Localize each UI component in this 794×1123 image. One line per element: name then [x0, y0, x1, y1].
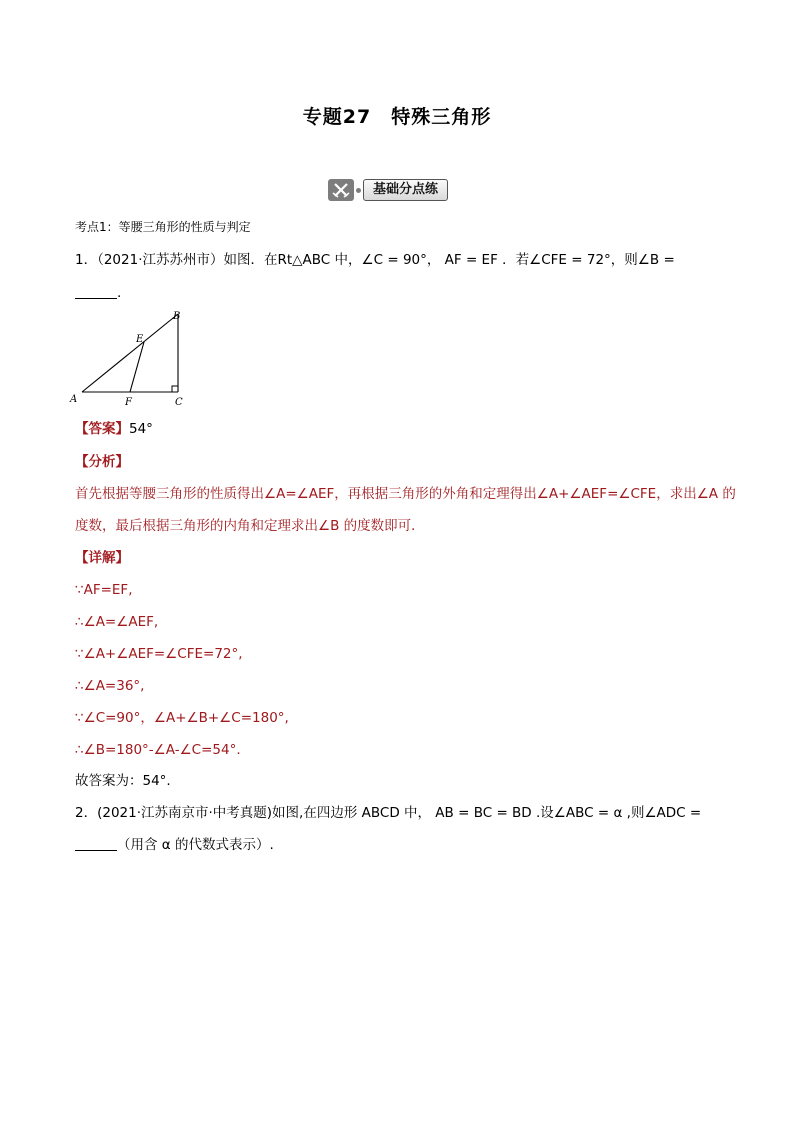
detail-heading: 【详解】 [75, 550, 129, 566]
badge-connector-dot [356, 188, 361, 193]
right-angle-mark [172, 386, 178, 392]
question-2-stem: 2．(2021·江苏南京市·中考真题)如图,在四边形 ABCD 中， AB = BC = BD .设∠ABC = α ,则∠ADC = [75, 805, 702, 821]
answer-line [75, 419, 735, 439]
label-A: A [70, 394, 78, 405]
detail-step-6: ∴∠B=180°-∠A-∠C=54°. [75, 742, 241, 758]
answer-blank [75, 284, 117, 299]
section-badge [328, 178, 448, 202]
question-2-stem-end: （用含 α 的代数式表示）. [117, 837, 274, 853]
answer-blank [75, 836, 117, 851]
analysis-heading: 【分析】 [75, 454, 129, 470]
page-title: 专题27 特殊三角形 [302, 106, 492, 128]
question-1-stem-end: . [117, 285, 122, 301]
question-1-answer-blank-line [75, 283, 735, 303]
label-E: E [136, 334, 144, 345]
crossed-swords-icon [328, 179, 354, 201]
detail-step-4: ∴∠A=36°, [75, 678, 145, 694]
answer-heading: 【答案】 [75, 421, 129, 437]
label-B: B [173, 311, 181, 322]
label-F: F [125, 397, 132, 408]
segment-FE [130, 342, 144, 392]
question-2-answer-blank-line [75, 835, 735, 855]
detail-step-2: ∴∠A=∠AEF, [75, 614, 159, 630]
label-C: C [175, 397, 183, 408]
section-badge-label: 基础分点练 [363, 179, 448, 201]
conclusion: 故答案为：54°. [75, 773, 171, 789]
detail-step-1: ∵AF=EF, [75, 582, 133, 598]
analysis-text-line-2: 度数，最后根据三角形的内角和定理求出∠B 的度数即可． [75, 518, 425, 534]
detail-step-3: ∵∠A+∠AEF=∠CFE=72°, [75, 646, 243, 662]
answer-value: 54° [129, 421, 153, 437]
analysis-text-line-1: 首先根据等腰三角形的性质得出∠A=∠AEF，再根据三角形的外角和定理得出∠A+∠AEF=∠CFE，求出∠A 的 [75, 486, 736, 502]
question-1-stem: 1．（2021·江苏苏州市）如图．在Rt△ABC 中，∠C = 90°， AF = EF ．若∠CFE = 72°，则∠B = [75, 252, 675, 268]
triangle-figure [68, 308, 196, 408]
detail-step-5: ∵∠C=90°，∠A+∠B+∠C=180°, [75, 710, 289, 726]
kaodian-heading: 考点1：等腰三角形的性质与判定 [75, 220, 251, 234]
segment-AB [82, 314, 178, 392]
